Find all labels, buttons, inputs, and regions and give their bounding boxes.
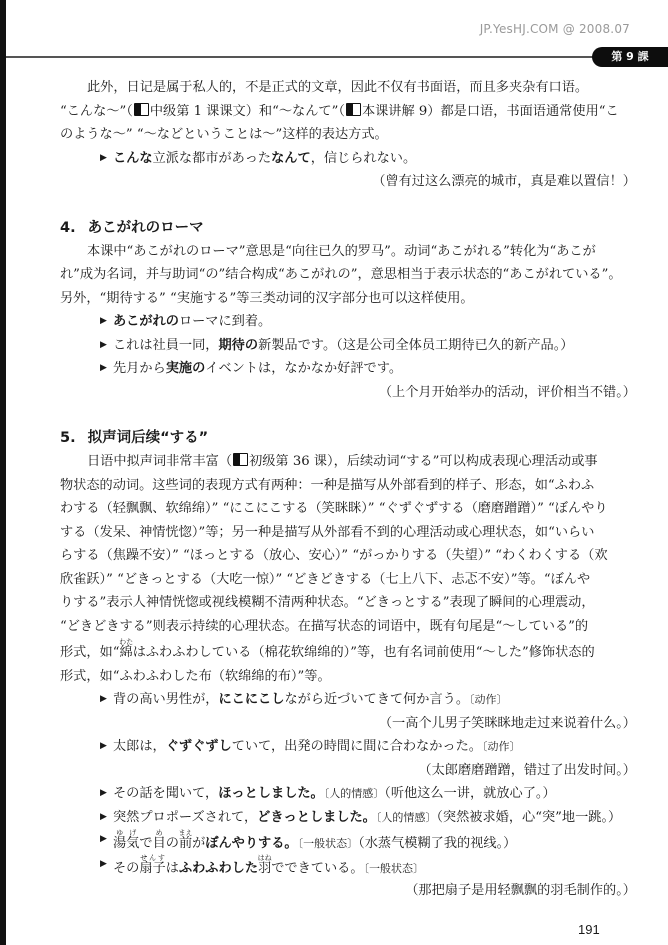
example-translation: （曾有过这么漂亮的城市，真是难以置信！） xyxy=(372,174,636,189)
example-sentence: ▶ その話を聞いて，ほっとしました。〔人的情感〕（听他这么一讲，就放心了。） xyxy=(60,782,638,806)
section-heading: 4. あこがれのローマ xyxy=(60,219,204,236)
scan-binding-edge xyxy=(0,0,6,945)
paragraph: 本课中“あこがれのローマ”意思是“向往已久的罗马”。动词“あこがれる”转化为“あこが xyxy=(87,243,596,259)
paragraph: 形式，如“綿わたはふわふわしている（棉花软绵绵的）”等，也有名词前使用“～した”修饰状态的 xyxy=(60,638,595,660)
paragraph: 此外，日记是属于私人的，不是正式的文章，因此不仅有书面语，而且多夹杂有口语。 xyxy=(87,80,589,95)
category-tag: 〔动作〕 xyxy=(481,740,521,753)
bullet-triangle-icon: ▶ xyxy=(100,811,107,822)
category-tag: 〔人的情感〕 xyxy=(323,787,385,800)
chapter-tab: 第 9 課 xyxy=(592,47,668,67)
example-sentence: ▶ その扇子せんすはふわふわした羽はねでできている。〔一般状态〕 xyxy=(100,854,425,876)
example-sentence: ▶ 背の高い男性が，にこにこしながら近づいてきて何か言う。〔动作〕 xyxy=(60,688,638,712)
bullet-triangle-icon: ▶ xyxy=(100,834,107,844)
category-tag: 〔一般状态〕 xyxy=(363,862,425,875)
paragraph: りする”表示人神情恍惚或视线模糊不清两种状态。“どきっとする”表现了瞬间的心理震动， xyxy=(60,595,595,610)
paragraph: れ”成为名词，并与助词“の”结合构成“あこがれの”，意思相当于表示状态的“あこがれている”。 xyxy=(60,267,622,282)
example-sentence: ▶ 太郎は，ぐずぐずしていて，出発の時間に間に合わなかった。〔动作〕 xyxy=(60,735,638,759)
paragraph: 另外，“期待する” “実施する”等三类动词的汉字部分也可以这样使用。 xyxy=(60,290,474,306)
category-tag: 〔动作〕 xyxy=(469,693,508,706)
page-number: 191 xyxy=(578,922,600,937)
paragraph: “どきどきする”则表示持续的心理状态。在描写状态的词语中，既有句尾是“～している”的 xyxy=(60,618,589,634)
paragraph: 形式，如“ふわふわした布（软绵绵的布）”等。 xyxy=(60,668,331,684)
bullet-triangle-icon: ▶ xyxy=(100,363,107,373)
bullet-triangle-icon: ▶ xyxy=(100,339,107,350)
paragraph: 物状态的动词。这些词的表现方式有两种：一种是描写从外部看到的样子、形态，如“ふわふ xyxy=(60,477,595,493)
bullet-triangle-icon: ▶ xyxy=(100,741,107,751)
example-translation: （那把扇子是用轻飘飘的羽毛制作的。） xyxy=(405,883,636,898)
example-sentence: ▶ 突然プロポーズされて，どきっとしました。〔人的情感〕（突然被求婚，心“突”地一跳。） xyxy=(60,806,638,830)
book-icon xyxy=(134,103,149,116)
example-translation: （上个月开始举办的活动，评价相当不错。） xyxy=(378,384,636,400)
book-icon xyxy=(346,103,361,116)
watermark: JP.YesHJ.COM @ 2008.07 xyxy=(479,22,630,36)
category-tag: 〔人的情感〕 xyxy=(375,810,437,824)
paragraph: 欣雀跃）” “どきっとする（大吃一惊）” “どきどきする（七上八下、忐忑不安）”等。“ぼんや xyxy=(60,571,591,587)
example-sentence: ▶ これは社員一同，期待の新製品です。（这是公司全体员工期待已久的新产品。） xyxy=(60,334,638,358)
example-sentence: ▶ あこがれのローマに到着。 xyxy=(60,310,638,334)
bullet-triangle-icon: ▶ xyxy=(100,694,107,704)
book-icon xyxy=(233,453,248,466)
bullet-triangle-icon: ▶ xyxy=(100,152,107,163)
example-translation: （太郎磨磨蹭蹭，错过了出发时间。） xyxy=(418,762,636,778)
paragraph: のような～” “～などということは～”这样的表达方式。 xyxy=(60,127,388,142)
example-sentence: ▶ こんな立派な都市があったなんて，信じられない。 xyxy=(60,147,638,171)
example-sentence: ▶ 湯気ゆげで目めの前まえがぼんやりする。〔一般状态〕（水蒸气模糊了我的视线。） xyxy=(100,829,517,851)
example-sentence: ▶ 先月から実施のイベントは，なかなか好評です。 xyxy=(60,357,638,381)
paragraph: 日语中拟声词非常丰富（ 初级第 36 课），后续动词“する”可以构成表现心理活动或事 xyxy=(87,454,598,469)
paragraph: する（发呆、神情恍惚）”等；另一种是描写从外部看不到的心理活动或心理状态，如“いらい xyxy=(60,524,595,540)
page-content xyxy=(60,76,638,903)
category-tag: 〔一般状态〕 xyxy=(297,837,359,850)
bullet-triangle-icon: ▶ xyxy=(100,316,107,326)
paragraph: わする（轻飘飘、软绵绵）” “にこにこする（笑眯眯）” “ぐずぐずする（磨磨蹭蹭）” “ぼんやり xyxy=(60,501,608,516)
paragraph: “こんな～”（ 中级第 1 课课文）和“～なんて”（ 本课讲解 9）都是口语，书面语通常使用“こ xyxy=(60,103,619,119)
bullet-triangle-icon: ▶ xyxy=(100,788,107,798)
section-heading: 5. 拟声词后续“する” xyxy=(60,430,209,446)
example-translation: （一高个儿男子笑眯眯地走过来说着什么。） xyxy=(378,715,636,731)
paragraph: らする（焦躁不安）” “ほっとする（放心、安心）” “がっかりする（失望）” “わくわくする（欢 xyxy=(60,548,608,563)
bullet-triangle-icon: ▶ xyxy=(100,859,107,869)
header-rule xyxy=(6,56,606,58)
